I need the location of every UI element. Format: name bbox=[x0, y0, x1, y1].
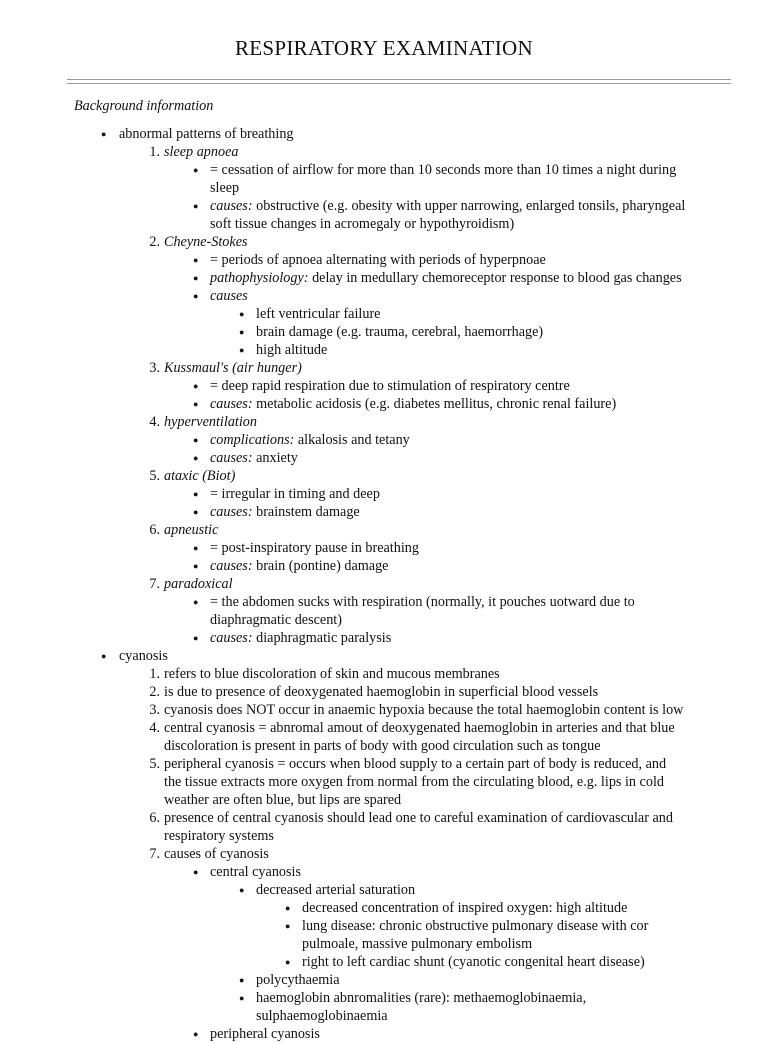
list-item-text bbox=[164, 143, 238, 161]
list-item-text bbox=[164, 665, 500, 683]
text-run: brain damage (e.g. trauma, cerebral, haemorrhage) bbox=[256, 324, 544, 340]
outline-line bbox=[0, 539, 768, 557]
text-run: high altitude bbox=[256, 342, 328, 358]
list-item-text bbox=[164, 683, 598, 701]
list-item-text bbox=[210, 539, 419, 557]
outline-line bbox=[0, 989, 768, 1007]
list-item-text bbox=[210, 503, 360, 521]
outline-line bbox=[0, 809, 768, 827]
emphasis-term: hyperventilation bbox=[164, 414, 257, 430]
bullet-icon: ● bbox=[193, 201, 199, 211]
text-run: = periods of apnoea alternating with periods of hyperpnoae bbox=[210, 252, 546, 268]
outline-line bbox=[0, 575, 768, 593]
list-number: 6. bbox=[149, 522, 160, 538]
list-item-text bbox=[256, 971, 340, 989]
bullet-icon: ● bbox=[285, 957, 291, 967]
text-run: = deep rapid respiration due to stimulation of respiratory centre bbox=[210, 378, 570, 394]
outline-line bbox=[0, 215, 768, 233]
bullet-icon: ● bbox=[239, 309, 245, 319]
text-run: causes of cyanosis bbox=[164, 846, 269, 862]
outline-line bbox=[0, 485, 768, 503]
list-item-text bbox=[302, 899, 627, 917]
list-item-text bbox=[164, 845, 269, 863]
outline-line bbox=[0, 377, 768, 395]
list-number: 1. bbox=[149, 144, 160, 160]
outline-line bbox=[0, 791, 768, 809]
list-item-text bbox=[256, 881, 415, 899]
text-run: decreased concentration of inspired oxygen: high altitude bbox=[302, 900, 628, 916]
outline-line bbox=[0, 449, 768, 467]
bullet-icon: ● bbox=[101, 651, 107, 661]
text-run: peripheral cyanosis = occurs when blood supply to a certain part of body is reduced, and bbox=[164, 756, 667, 772]
text-run: sleep bbox=[210, 180, 240, 196]
emphasis-term: apneustic bbox=[164, 522, 219, 538]
bullet-icon: ● bbox=[239, 327, 245, 337]
text-run: abnormal patterns of breathing bbox=[119, 126, 294, 142]
list-item-text bbox=[164, 701, 683, 719]
emphasis-term: causes: bbox=[210, 198, 253, 214]
list-item-text bbox=[210, 1025, 320, 1043]
list-item-text bbox=[210, 449, 298, 467]
title-divider bbox=[67, 79, 731, 84]
list-item-text bbox=[302, 917, 648, 935]
text-run: metabolic acidosis (e.g. diabetes mellitus, chronic renal failure) bbox=[252, 396, 617, 412]
emphasis-term: causes: bbox=[210, 630, 253, 646]
text-run: alkalosis and tetany bbox=[294, 432, 410, 448]
text-run: anxiety bbox=[252, 450, 298, 466]
list-item-text bbox=[210, 251, 546, 269]
list-number: 2. bbox=[149, 684, 160, 700]
outline-line bbox=[0, 503, 768, 521]
text-run: discoloration is present in parts of body with good circulation such as tongue bbox=[164, 738, 601, 754]
text-run: refers to blue discoloration of skin and mucous membranes bbox=[164, 666, 500, 682]
list-number: 5. bbox=[149, 468, 160, 484]
bullet-icon: ● bbox=[193, 507, 199, 517]
bullet-icon: ● bbox=[285, 903, 291, 913]
list-item-text bbox=[210, 179, 239, 197]
outline-line bbox=[0, 899, 768, 917]
list-item-text bbox=[119, 125, 294, 143]
text-run: central cyanosis bbox=[210, 864, 301, 880]
list-item-text bbox=[256, 1007, 388, 1025]
list-item-text bbox=[164, 737, 601, 755]
list-number: 7. bbox=[149, 576, 160, 592]
emphasis-term: sleep apnoea bbox=[164, 144, 239, 160]
outline-line bbox=[0, 593, 768, 611]
list-item-text bbox=[210, 215, 514, 233]
list-item-text bbox=[119, 647, 168, 665]
outline-line bbox=[0, 323, 768, 341]
list-item-text bbox=[210, 611, 342, 629]
emphasis-term: Kussmaul's (air hunger) bbox=[164, 360, 302, 376]
list-number: 3. bbox=[149, 702, 160, 718]
text-run: = irregular in timing and deep bbox=[210, 486, 380, 502]
outline-line bbox=[0, 665, 768, 683]
text-run: = cessation of airflow for more than 10 seconds more than 10 times a night during bbox=[210, 162, 677, 178]
text-run: presence of central cyanosis should lead one to careful examination of cardiovascular and bbox=[164, 810, 673, 826]
text-run: weather are often blue, but lips are spared bbox=[164, 792, 402, 808]
text-run: peripheral cyanosis bbox=[210, 1026, 320, 1042]
bullet-icon: ● bbox=[193, 1029, 199, 1039]
outline-line bbox=[0, 1007, 768, 1025]
list-item-text bbox=[164, 827, 274, 845]
bullet-icon: ● bbox=[193, 255, 199, 265]
text-run: delay in medullary chemoreceptor response to blood gas changes bbox=[308, 270, 682, 286]
outline-line bbox=[0, 737, 768, 755]
bullet-icon: ● bbox=[193, 165, 199, 175]
outline-line bbox=[0, 611, 768, 629]
outline-line bbox=[0, 179, 768, 197]
text-run: soft tissue changes in acromegaly or hypothyroidism) bbox=[210, 216, 515, 232]
list-item-text bbox=[256, 323, 543, 341]
outline-line bbox=[0, 557, 768, 575]
text-run: pulmoale, massive pulmonary embolism bbox=[302, 936, 533, 952]
list-number: 7. bbox=[149, 846, 160, 862]
outline-line bbox=[0, 395, 768, 413]
bullet-icon: ● bbox=[239, 885, 245, 895]
bullet-icon: ● bbox=[193, 273, 199, 283]
list-item-text bbox=[210, 377, 570, 395]
outline-line bbox=[0, 917, 768, 935]
list-item-text bbox=[210, 431, 410, 449]
list-item-text bbox=[164, 791, 401, 809]
bullet-icon: ● bbox=[193, 867, 199, 877]
text-run: is due to presence of deoxygenated haemoglobin in superficial blood vessels bbox=[164, 684, 599, 700]
list-item-text bbox=[210, 485, 380, 503]
list-item-text bbox=[256, 989, 586, 1007]
list-item-text bbox=[164, 413, 257, 431]
outline-line bbox=[0, 827, 768, 845]
bullet-icon: ● bbox=[193, 381, 199, 391]
bullet-icon: ● bbox=[193, 489, 199, 499]
list-number: 4. bbox=[149, 414, 160, 430]
outline-line bbox=[0, 431, 768, 449]
outline-line bbox=[0, 701, 768, 719]
page-title: RESPIRATORY EXAMINATION bbox=[234, 36, 533, 60]
outline-line bbox=[0, 467, 768, 485]
text-run: decreased arterial saturation bbox=[256, 882, 416, 898]
text-run: obstructive (e.g. obesity with upper narrowing, enlarged tonsils, pharyngeal bbox=[252, 198, 686, 214]
emphasis-term: pathophysiology: bbox=[210, 270, 309, 286]
outline-line bbox=[0, 953, 768, 971]
outline-line bbox=[0, 863, 768, 881]
outline-line bbox=[0, 413, 768, 431]
text-run: polycythaemia bbox=[256, 972, 340, 988]
bullet-icon: ● bbox=[193, 633, 199, 643]
outline-line bbox=[0, 1025, 768, 1043]
bullet-icon: ● bbox=[193, 453, 199, 463]
text-run: brain (pontine) damage bbox=[252, 558, 389, 574]
text-run: sulphaemoglobinaemia bbox=[256, 1008, 388, 1024]
emphasis-term: causes: bbox=[210, 450, 253, 466]
list-item-text bbox=[256, 305, 380, 323]
outline-line bbox=[0, 629, 768, 647]
outline-line bbox=[0, 755, 768, 773]
text-run: the tissue extracts more oxygen from normal from the circulating blood, e.g. lips in cold bbox=[164, 774, 664, 790]
outline-line bbox=[0, 521, 768, 539]
text-run: central cyanosis = abnromal amout of deoxygenated haemoglobin in arteries and that blue bbox=[164, 720, 675, 736]
list-item-text bbox=[164, 359, 302, 377]
list-item-text bbox=[164, 773, 664, 791]
outline-line bbox=[0, 305, 768, 323]
list-number: 3. bbox=[149, 360, 160, 376]
outline-line bbox=[0, 251, 768, 269]
list-item-text bbox=[210, 557, 388, 575]
list-number: 1. bbox=[149, 666, 160, 682]
list-item-text bbox=[210, 629, 391, 647]
list-item-text bbox=[164, 467, 235, 485]
emphasis-term: ataxic (Biot) bbox=[164, 468, 236, 484]
bullet-icon: ● bbox=[193, 597, 199, 607]
bullet-icon: ● bbox=[239, 975, 245, 985]
bullet-icon: ● bbox=[193, 561, 199, 571]
text-run: respiratory systems bbox=[164, 828, 274, 844]
text-run: cyanosis bbox=[119, 648, 168, 664]
outline-line bbox=[0, 773, 768, 791]
outline-line bbox=[0, 341, 768, 359]
list-item-text bbox=[210, 593, 635, 611]
outline-line bbox=[0, 719, 768, 737]
list-number: 5. bbox=[149, 756, 160, 772]
text-run: haemoglobin abnromalities (rare): methaemoglobinaemia, bbox=[256, 990, 587, 1006]
list-item-text bbox=[164, 521, 218, 539]
outline-line bbox=[0, 647, 768, 665]
outline-line bbox=[0, 359, 768, 377]
emphasis-term: causes: bbox=[210, 396, 253, 412]
bullet-icon: ● bbox=[239, 993, 245, 1003]
list-number: 4. bbox=[149, 720, 160, 736]
emphasis-term: paradoxical bbox=[164, 576, 233, 592]
list-item-text bbox=[210, 269, 682, 287]
bullet-icon: ● bbox=[239, 345, 245, 355]
bullet-icon: ● bbox=[193, 291, 199, 301]
list-item-text bbox=[210, 197, 685, 215]
section-heading: Background information bbox=[74, 98, 214, 114]
outline-line bbox=[0, 845, 768, 863]
list-item-text bbox=[164, 233, 248, 251]
list-number: 6. bbox=[149, 810, 160, 826]
text-run: cyanosis does NOT occur in anaemic hypoxia because the total haemoglobin content is low bbox=[164, 702, 684, 718]
bullet-icon: ● bbox=[193, 399, 199, 409]
list-item-text bbox=[164, 755, 666, 773]
outline-line bbox=[0, 287, 768, 305]
bullet-icon: ● bbox=[101, 129, 107, 139]
outline-line bbox=[0, 971, 768, 989]
list-item-text bbox=[210, 287, 248, 305]
text-run: diaphragmatic paralysis bbox=[252, 630, 392, 646]
list-item-text bbox=[210, 863, 301, 881]
text-run: left ventricular failure bbox=[256, 306, 381, 322]
emphasis-term: complications: bbox=[210, 432, 295, 448]
list-item-text bbox=[302, 953, 645, 971]
text-run: brainstem damage bbox=[252, 504, 360, 520]
list-number: 2. bbox=[149, 234, 160, 250]
text-run: lung disease: chronic obstructive pulmonary disease with cor bbox=[302, 918, 649, 934]
outline-line bbox=[0, 161, 768, 179]
emphasis-term: causes: bbox=[210, 504, 253, 520]
outline-line bbox=[0, 233, 768, 251]
outline-line bbox=[0, 935, 768, 953]
emphasis-term: causes bbox=[210, 288, 248, 304]
list-item-text bbox=[256, 341, 327, 359]
outline-line bbox=[0, 683, 768, 701]
bullet-icon: ● bbox=[285, 921, 291, 931]
outline-list bbox=[0, 125, 768, 1043]
bullet-icon: ● bbox=[193, 543, 199, 553]
outline-line bbox=[0, 125, 768, 143]
text-run: right to left cardiac shunt (cyanotic congenital heart disease) bbox=[302, 954, 645, 970]
list-item-text bbox=[164, 719, 675, 737]
outline-line bbox=[0, 269, 768, 287]
emphasis-term: causes: bbox=[210, 558, 253, 574]
list-item-text bbox=[302, 935, 532, 953]
list-item-text bbox=[210, 161, 676, 179]
list-item-text bbox=[164, 809, 673, 827]
text-run: diaphragmatic descent) bbox=[210, 612, 342, 628]
text-run: = post-inspiratory pause in breathing bbox=[210, 540, 419, 556]
emphasis-term: Cheyne-Stokes bbox=[164, 234, 248, 250]
outline-line bbox=[0, 143, 768, 161]
outline-line bbox=[0, 881, 768, 899]
bullet-icon: ● bbox=[193, 435, 199, 445]
outline-line bbox=[0, 197, 768, 215]
text-run: = the abdomen sucks with respiration (normally, it pouches uotward due to bbox=[210, 594, 635, 610]
list-item-text bbox=[164, 575, 233, 593]
list-item-text bbox=[210, 395, 616, 413]
